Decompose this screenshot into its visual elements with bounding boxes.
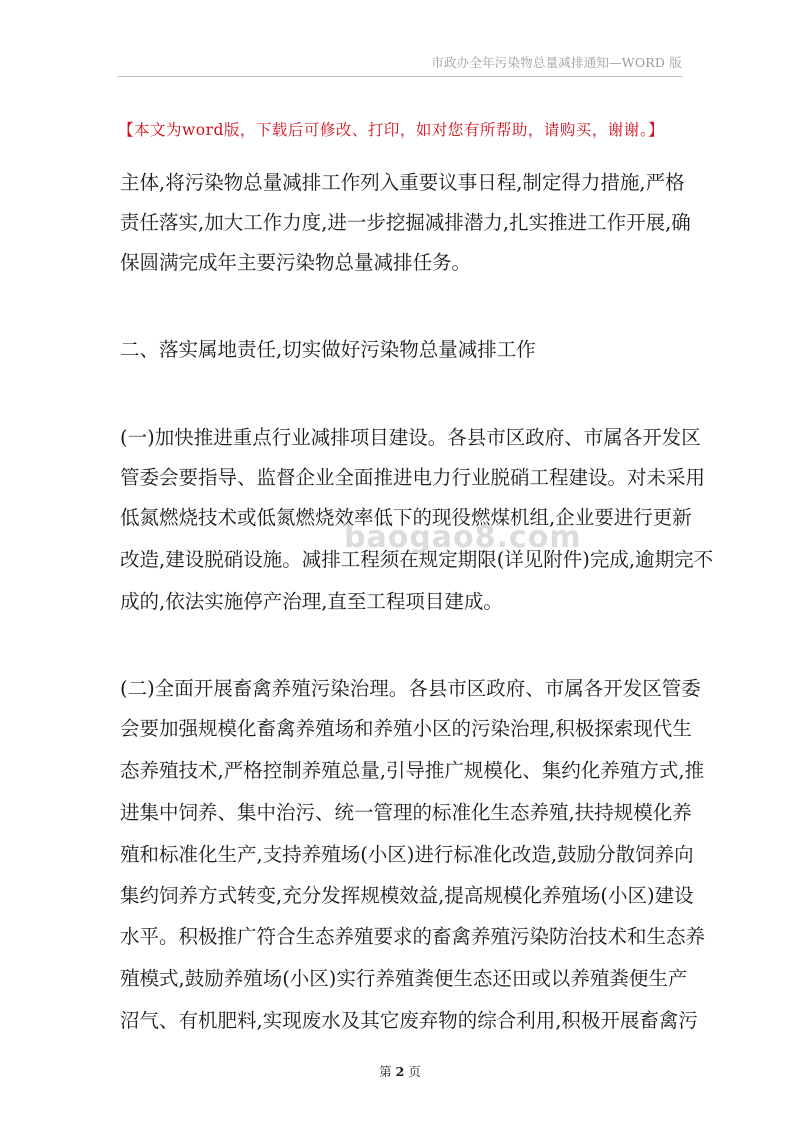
- paragraph-line: (二)全面开展畜禽养殖污染治理。各县市区政府、市属各开发区管委: [120, 677, 701, 700]
- paragraph-line: 主体,将污染物总量减排工作列入重要议事日程,制定得力措施,严格: [120, 171, 685, 194]
- header-divider: [118, 76, 682, 77]
- download-notice: 【本文为word版，下载后可修改、打印，如对您有所帮助，请购买，谢谢。】: [118, 121, 665, 139]
- page-label-suffix: 页: [408, 1064, 421, 1079]
- paragraph-line: (一)加快推进重点行业减排项目建设。各县市区政府、市属各开发区: [120, 426, 701, 449]
- paragraph-line: 管委会要指导、监督企业全面推进电力行业脱硝工程建设。对未采用: [120, 466, 706, 489]
- paragraph-line: 殖模式,鼓励养殖场(小区)实行养殖粪便生态还田或以养殖粪便生产: [120, 967, 688, 990]
- paragraph-line: 进集中饲养、集中治污、统一管理的标准化生态养殖,扶持规模化养: [120, 801, 692, 824]
- page-label-prefix: 第: [379, 1064, 392, 1079]
- paragraph-line: 水平。积极推广符合生态养殖要求的畜禽养殖污染防治技术和生态养: [120, 925, 706, 948]
- paragraph-line: 沼气、有机肥料,实现废水及其它废弃物的综合利用,积极开展畜禽污: [120, 1009, 698, 1032]
- page-number: 2: [395, 1064, 405, 1079]
- paragraph-line: 集约饲养方式转变,充分发挥规模效益,提高规模化养殖场(小区)建设: [120, 884, 694, 907]
- paragraph-line: 殖和标准化生产,支持养殖场(小区)进行标准化改造,鼓励分散饲养向: [120, 843, 694, 866]
- section-heading: 二、落实属地责任,切实做好污染物总量减排工作: [120, 338, 536, 361]
- header-title: 市政办全年污染物总量减排通知—WORD 版: [431, 55, 682, 70]
- paragraph-line: 低氮燃烧技术或低氮燃烧效率低下的现役燃煤机组,企业要进行更新: [120, 506, 692, 529]
- paragraph-line: 保圆满完成年主要污染物总量减排任务。: [120, 251, 472, 274]
- paragraph-line: 成的,依法实施停产治理,直至工程项目建成。: [120, 590, 503, 613]
- watermark: baogao8.com: [344, 520, 582, 555]
- paragraph-line: 会要加强规模化畜禽养殖场和养殖小区的污染治理,积极探索现代生: [120, 717, 692, 740]
- paragraph-line: 态养殖技术,严格控制养殖总量,引导推广规模化、集约化养殖方式,推: [120, 759, 705, 782]
- paragraph-line: 责任落实,加大工作力度,进一步挖掘减排潜力,扎实推进工作开展,确: [120, 211, 691, 234]
- page-footer: [0, 1062, 800, 1080]
- paragraph-line: 改造,建设脱硝设施。减排工程须在规定期限(详见附件)完成,逾期完不: [120, 548, 714, 571]
